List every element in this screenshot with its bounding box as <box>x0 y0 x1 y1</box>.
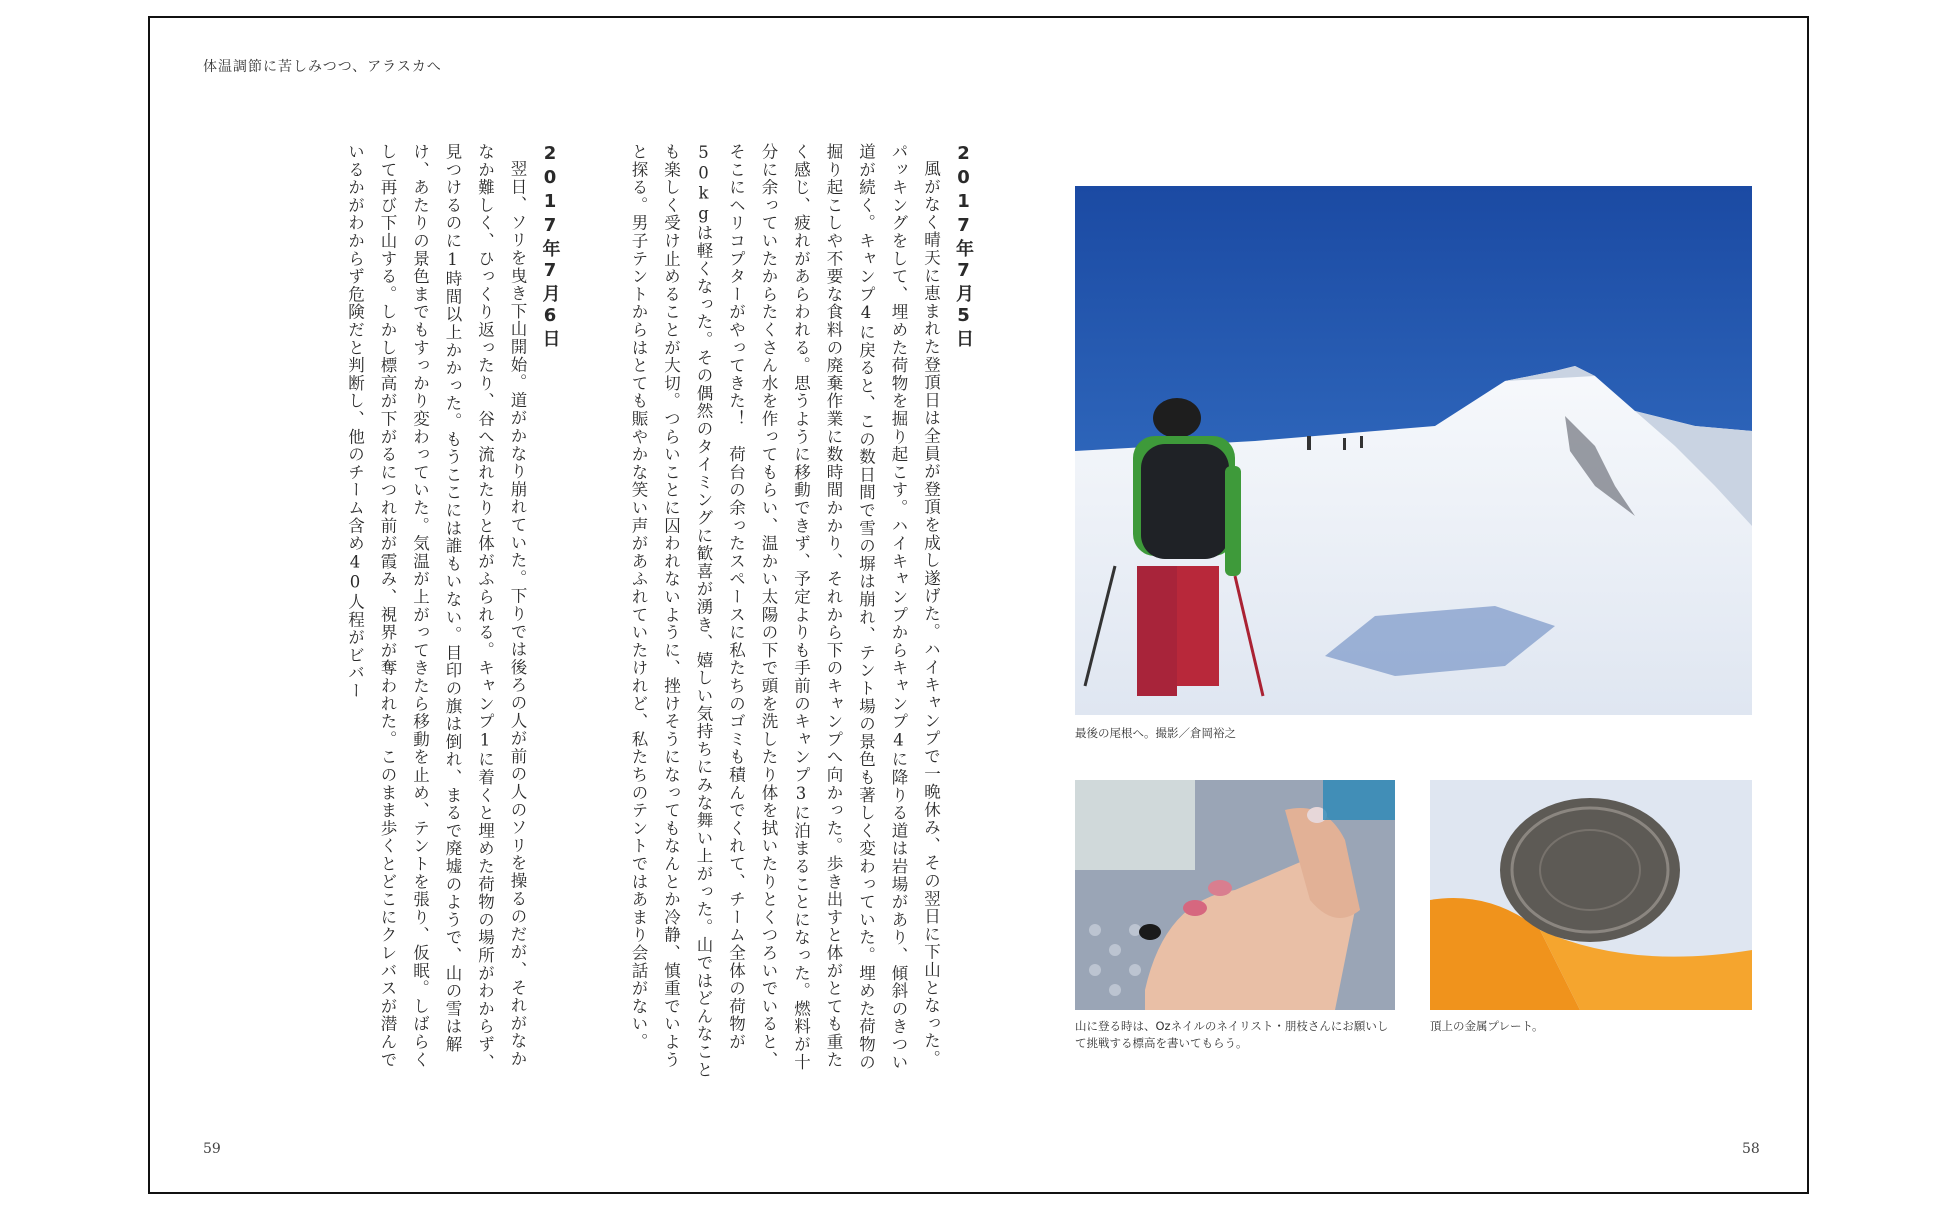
page-number-left: 59 <box>203 1141 221 1157</box>
diary-entry-2 <box>338 143 566 1083</box>
summit-plate-photo <box>1430 780 1752 1010</box>
entry-date: 2017年7月5日 <box>953 143 974 350</box>
vertical-text-block <box>230 143 979 1083</box>
diary-entry-1 <box>622 143 980 1083</box>
plate-illustration <box>1430 780 1752 1010</box>
running-head: 体温調節に苦しみつつ、アラスカへ <box>203 59 442 75</box>
toenail-art-photo <box>1075 780 1395 1010</box>
entry-date: 2017年7月6日 <box>539 143 561 350</box>
toes-photo-caption: 山に登る時は、Ozネイルのネイリスト・朋枝さんにお願いして挑戦する標高を書いてもらう。 <box>1075 1019 1389 1050</box>
ridge-climber-photo <box>1075 186 1752 715</box>
entry-body: 風がなく晴天に恵まれた登頂日は全員が登頂を成し遂げた。ハイキャンプで一晩休み、その翌日に下山となった。パッキングをして、埋めた荷物を掘り起こす。ハイキャンプからキャンプ4に降りる道は岩場があり、傾斜のきつい道が続く。キャンプ4に戻ると、この数日間で雪の塀は崩れ、テント場の景色も著しく変わっていた。埋めた荷物の掘り起こしや不要な食料の廃棄作業に数時間かかり、それから下のキャンプへ向かった。歩き出すと体がとても重たく感じ、疲れがあらわれる。思うように移動できず、予定よりも手前のキャンプ3に泊まることになった。燃料が十分に余っていたからたくさん水を作ってもらい、温かい太陽の下で頭を洗したり体を拭いたりとくつろいでいると、そこにヘリコプターがやってきた！ 荷台の余ったスペースに私たちのゴミも積んでくれて、チーム全体の荷物が50kgは軽くなった。その偶然のタイミングに歓喜が湧き、嬉しい気持ちにみな舞い上がった。山ではどんなことも楽しく受け止めることが大切。つらいことに囚われないように、挫けそうになってもなんとか冷静、慎重でいようと探る。男子テントからはとても賑やかな笑い声があふれていたけれど、私たちのテントではあまり会話がない。 <box>629 143 941 1079</box>
main-photo-caption: 最後の尾根へ。撮影／倉岡裕之 <box>1075 726 1236 740</box>
page-number-right: 58 <box>1742 1141 1760 1157</box>
toes-illustration <box>1075 780 1395 1010</box>
plate-photo-caption: 頂上の金属プレート。 <box>1430 1019 1544 1033</box>
book-spread <box>148 16 1809 1194</box>
ridge-illustration <box>1075 186 1752 715</box>
entry-body: 翌日、ソリを曳き下山開始。道がかなり崩れていた。下りでは後ろの人が前の人のソリを操るのだが、それがなかなか難しく、ひっくり返ったり、谷へ流れたりと体がふられる。キャンプ1に着くと埋めた荷物の場所がわからず、見つけるのに1時間以上かかった。もうここには誰もいない。目印の旗は倒れ、まるで廃墟のようで、山の雪は解け、あたりの景色までもすっかり変わっていた。気温が上がってきたら移動を止め、テントを張り、仮眠。しばらくして再び下山する。しかし標高が下がるにつれ前が霞み、視界が奪われた。このまま歩くとどこにクレバスが潜んでいるかがわからず危険だと判断し、他のチーム含め40人程がビバー <box>345 143 527 1072</box>
